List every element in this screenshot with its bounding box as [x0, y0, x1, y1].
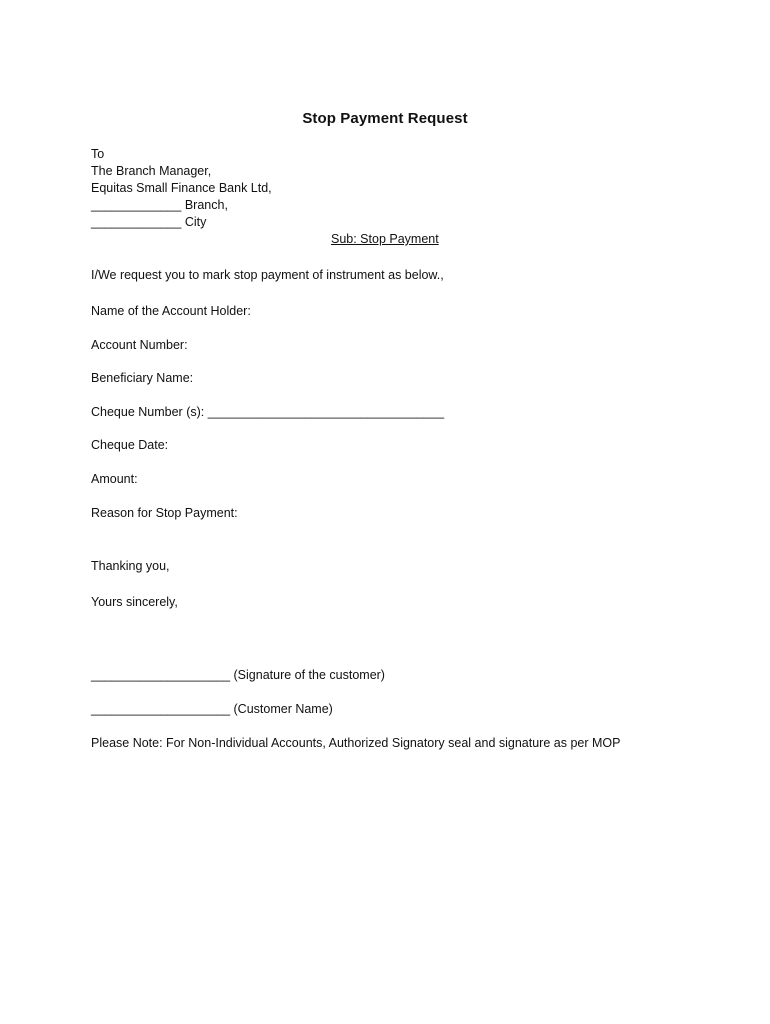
address-recipient: The Branch Manager, [91, 164, 212, 178]
field-account-holder: Name of the Account Holder: [91, 304, 251, 318]
address-to: To [91, 147, 105, 161]
address-bank: Equitas Small Finance Bank Ltd, [91, 181, 272, 195]
customer-name-line: ____________________ (Customer Name) [91, 702, 333, 716]
field-beneficiary-name: Beneficiary Name: [91, 371, 194, 385]
closing-sincerely: Yours sincerely, [91, 595, 178, 609]
address-city-line: _____________ City [91, 215, 207, 229]
please-note: Please Note: For Non-Individual Accounts, Authorized Signatory seal and signature as per MOP [91, 736, 621, 750]
document-title: Stop Payment Request [302, 110, 468, 127]
field-cheque-number: Cheque Number (s): __________________________________ [91, 405, 445, 419]
address-branch-line: _____________ Branch, [91, 198, 228, 212]
field-account-number: Account Number: [91, 338, 188, 352]
subject-line: Sub: Stop Payment [331, 232, 439, 246]
signature-line: ____________________ (Signature of the customer) [91, 668, 385, 682]
field-cheque-date: Cheque Date: [91, 438, 169, 452]
closing-thanks: Thanking you, [91, 559, 170, 573]
request-text: I/We request you to mark stop payment of instrument as below., [91, 268, 444, 282]
field-reason: Reason for Stop Payment: [91, 506, 238, 520]
field-amount: Amount: [91, 472, 138, 486]
